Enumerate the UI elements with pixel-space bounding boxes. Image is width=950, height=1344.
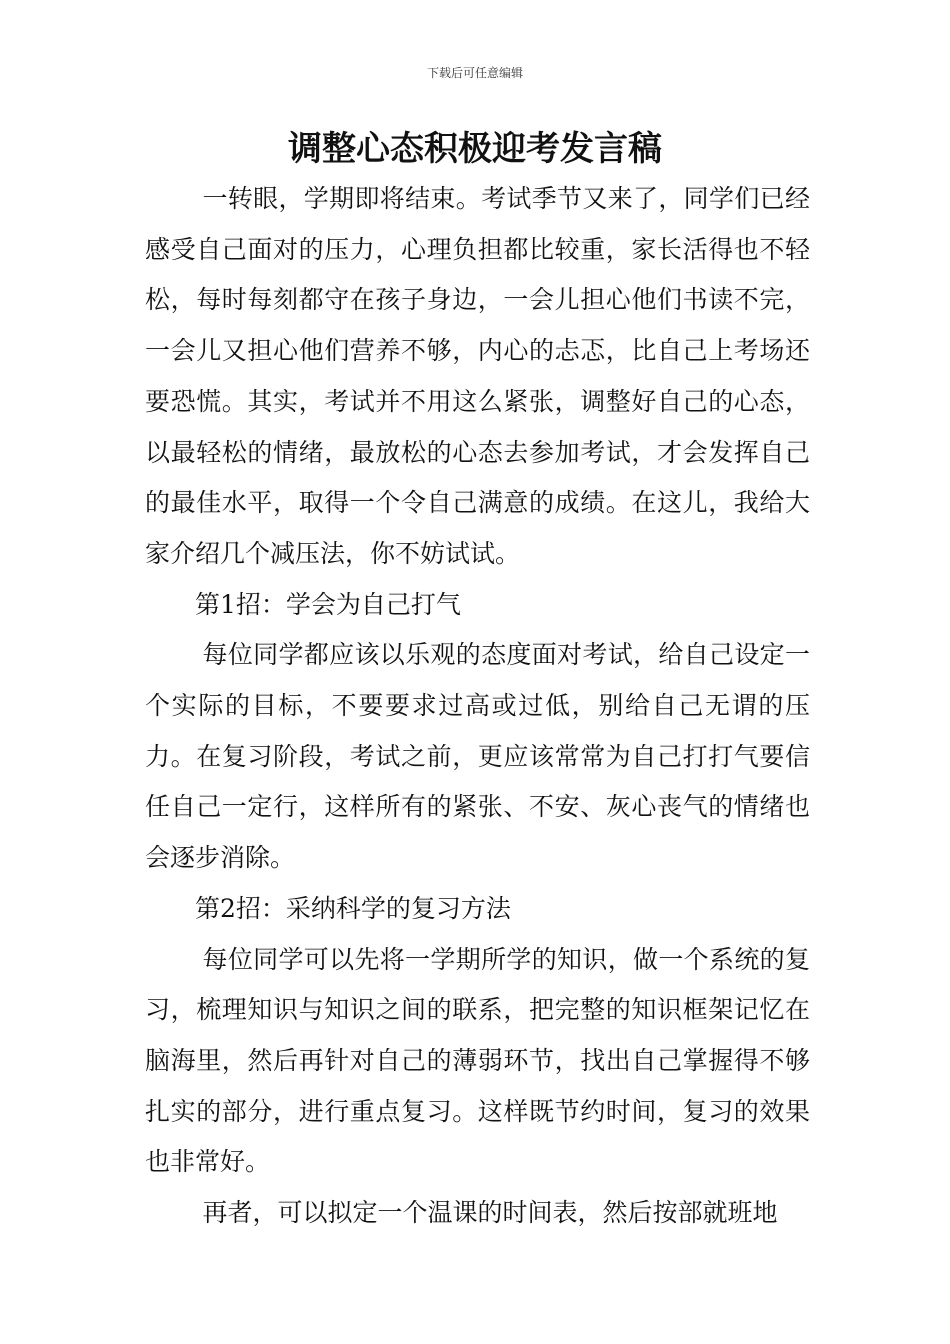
tip-2-paragraph: 每位同学可以先将一学期所学的知识，做一个系统的复习，梳理知识与知识之间的联系，把完整的知识框架记忆在脑海里，然后再针对自己的薄弱环节，找出自己掌握得不够扎实的部分，进行重点复习。这样既节约时间，复习的效果也非常好。 [145,944,810,1177]
tip-1-paragraph: 每位同学都应该以乐观的态度面对考试，给自己设定一个实际的目标，不要要求过高或过低，别给自己无谓的压力。在复习阶段，考试之前，更应该常常为自己打打气要信任自己一定行，这样所有的紧张、不安、灰心丧气的情绪也会逐步消除。 [145,640,810,873]
tip-1-heading: 第1招：学会为自己打气 [195,589,461,619]
tip-2-continued-paragraph: 再者，可以拟定一个温课的时间表，然后按部就班地 [202,1198,778,1228]
header-note: 下载后可任意编辑 [426,66,523,80]
document-title: 调整心态积极迎考发言稿 [288,129,662,169]
tip-2-heading: 第2招：采纳科学的复习方法 [195,893,511,923]
intro-paragraph: 一转眼，学期即将结束。考试季节又来了，同学们已经感受自己面对的压力，心理负担都比较重，家长活得也不轻松，每时每刻都守在孩子身边，一会儿担心他们书读不完，一会儿又担心他们营养不够，内心的忐忑，比自己上考场还要恐慌。其实，考试并不用这么紧张，调整好自己的心态，以最轻松的情绪，最放松的心态去参加考试，才会发挥自己的最佳水平，取得一个令自己满意的成绩。在这儿，我给大家介绍几个减压法，你不妨试试。 [145,184,810,568]
document-body [145,174,810,1239]
